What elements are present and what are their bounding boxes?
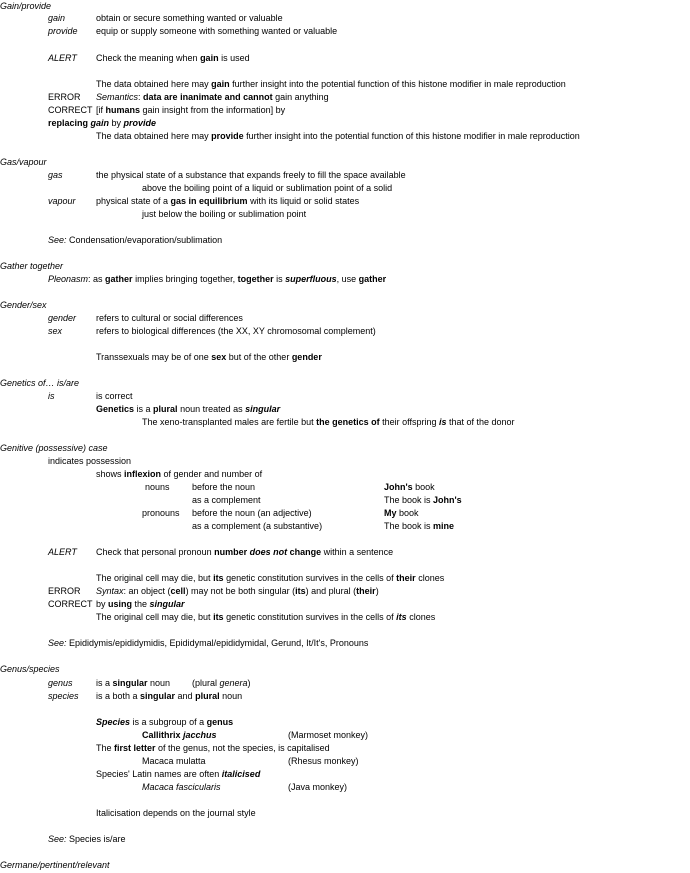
- text-run: further insight into the potential function of this histone modifier in male reproduction: [229, 79, 566, 89]
- text-line: [96, 769, 260, 780]
- text-run: noun: [147, 678, 171, 688]
- text-run: is: [273, 274, 286, 284]
- text-run: equip or supply someone with something wanted or valuable: [96, 26, 338, 36]
- text-line: [48, 638, 368, 649]
- text-run: ALERT: [48, 53, 77, 63]
- text-line: [96, 717, 233, 728]
- text-run: (Marmoset monkey): [288, 730, 369, 740]
- text-run: See:: [48, 834, 67, 844]
- text-run: vapour: [48, 196, 76, 206]
- text-line: [96, 612, 435, 623]
- text-line: [48, 834, 126, 845]
- text-run: refers to biological differences (the XX, XY chromosomal complement): [96, 326, 376, 336]
- text-run: provide: [123, 118, 157, 128]
- text-run: genera: [219, 678, 248, 688]
- text-run: :: [138, 92, 144, 102]
- text-run: genetic constitution survives in the cells of: [223, 612, 397, 622]
- text-run: gender: [48, 313, 77, 323]
- text-run: Gas/vapour: [0, 157, 47, 167]
- text-run: its: [295, 586, 306, 596]
- text-run: gas: [48, 170, 63, 180]
- text-run: is a subgroup of a: [130, 717, 207, 727]
- text-run: within a sentence: [321, 547, 394, 557]
- text-run: genetic constitution survives in the cells of: [223, 573, 397, 583]
- text-run: Genitive (possessive) case: [0, 443, 108, 453]
- text-line: [384, 521, 454, 532]
- text-run: CORRECT: [48, 599, 93, 609]
- text-run: Genus/species: [0, 664, 60, 674]
- entry-heading: [0, 664, 60, 675]
- text-run: provide: [211, 131, 244, 141]
- text-run: as a complement: [192, 495, 261, 505]
- text-line: [96, 547, 393, 558]
- text-run: as a complement (a substantive): [192, 521, 323, 531]
- text-run: refers to cultural or social differences: [96, 313, 243, 323]
- text-line: [48, 326, 62, 337]
- text-run: ALERT: [48, 547, 77, 557]
- text-line: [288, 756, 359, 767]
- text-run: superfluous: [285, 274, 337, 284]
- text-line: [142, 417, 515, 428]
- text-line: [192, 482, 255, 493]
- text-run: genus: [206, 717, 234, 727]
- text-run: ) may not be both singular (: [185, 586, 296, 596]
- text-run: by: [109, 118, 124, 128]
- text-run: sex: [48, 326, 63, 336]
- text-run: is used: [218, 53, 250, 63]
- text-run: indicates possession: [48, 456, 132, 466]
- text-line: [96, 678, 170, 689]
- text-run: Italicisation depends on the journal style: [96, 808, 256, 818]
- text-run: CORRECT: [48, 105, 93, 115]
- text-run: Condensation/evaporation/sublimation: [66, 235, 223, 245]
- text-run: Genetics: [96, 404, 135, 414]
- text-run: implies bringing together,: [132, 274, 238, 284]
- text-run: Check the meaning when: [96, 53, 201, 63]
- text-run: species: [48, 691, 79, 701]
- text-run: noun treated as: [177, 404, 246, 414]
- entry-heading: [0, 378, 79, 389]
- text-run: with its liquid or solid states: [247, 196, 360, 206]
- text-line: [48, 274, 386, 285]
- text-run: plural: [195, 691, 220, 701]
- text-line: [384, 508, 419, 519]
- text-line: [96, 79, 566, 90]
- text-line: [96, 469, 262, 480]
- text-run: humans: [105, 105, 141, 115]
- text-run: gather: [105, 274, 133, 284]
- text-run: Macaca mulatta: [142, 756, 206, 766]
- text-line: [48, 547, 77, 558]
- text-line: [48, 586, 81, 597]
- text-line: [96, 26, 337, 37]
- text-run: [if: [96, 105, 106, 115]
- text-run: singular: [245, 404, 281, 414]
- entry-heading: [0, 300, 47, 311]
- text-line: [96, 391, 133, 402]
- text-line: [48, 235, 222, 246]
- text-run: jacchus: [183, 730, 217, 740]
- text-line: [142, 730, 217, 741]
- text-run: further insight into the potential function of this histone modifier in male reproduction: [243, 131, 580, 141]
- text-run: genus: [48, 678, 73, 688]
- text-run: See:: [48, 235, 67, 245]
- text-run: noun: [219, 691, 243, 701]
- text-run: book: [396, 508, 419, 518]
- text-run: mine: [433, 521, 455, 531]
- text-line: [96, 131, 580, 142]
- entry-heading: [0, 860, 110, 871]
- text-line: [96, 691, 242, 702]
- text-run: Species' Latin names are often: [96, 769, 222, 779]
- text-run: the: [132, 599, 150, 609]
- text-line: [384, 495, 462, 506]
- text-run: of the genus, not the species, is capitalised: [155, 743, 330, 753]
- text-line: [96, 352, 322, 363]
- text-run: book: [412, 482, 435, 492]
- text-run: just below the boiling or sublimation point: [142, 209, 307, 219]
- text-run: singular: [140, 691, 176, 701]
- text-run: is: [438, 417, 447, 427]
- text-line: [384, 482, 435, 493]
- text-run: Pleonasm: [48, 274, 89, 284]
- text-run: sex: [211, 352, 227, 362]
- text-run: plural: [153, 404, 178, 414]
- text-line: [48, 92, 81, 103]
- text-run: italicised: [221, 769, 261, 779]
- text-run: gain: [90, 118, 110, 128]
- text-run: nouns: [145, 482, 170, 492]
- text-run: but of the other: [226, 352, 292, 362]
- text-line: [192, 678, 251, 689]
- text-line: [48, 118, 156, 129]
- text-line: [96, 586, 379, 597]
- text-run: , use: [336, 274, 359, 284]
- text-line: [288, 782, 347, 793]
- text-run: singular: [112, 678, 148, 688]
- text-run: The original cell may die, but: [96, 573, 214, 583]
- text-line: [142, 508, 180, 519]
- text-line: [142, 756, 206, 767]
- text-run: The xeno-transplanted males are fertile but: [142, 417, 317, 427]
- text-run: of gender and number of: [161, 469, 263, 479]
- text-line: [48, 391, 55, 402]
- text-run: inflexion: [124, 469, 162, 479]
- text-run: its: [396, 612, 407, 622]
- text-run: does not: [249, 547, 288, 557]
- text-run: Callithrix: [142, 730, 184, 740]
- text-run: gain: [48, 13, 66, 23]
- text-run: The data obtained here may: [96, 131, 212, 141]
- text-run: The book is: [384, 521, 434, 531]
- entry-heading: [0, 157, 47, 168]
- text-line: [48, 170, 63, 181]
- text-line: [48, 53, 77, 64]
- text-run: gain: [200, 53, 219, 63]
- text-line: [48, 196, 76, 207]
- text-run: Gender/sex: [0, 300, 47, 310]
- text-run: See:: [48, 638, 67, 648]
- text-run: provide: [48, 26, 78, 36]
- text-run: pronouns: [142, 508, 180, 518]
- text-run: Species: [96, 717, 131, 727]
- text-run: before the noun: [192, 482, 256, 492]
- text-run: by: [96, 599, 109, 609]
- text-run: ERROR: [48, 92, 81, 102]
- text-run: Semantics: [96, 92, 139, 102]
- text-run: their: [396, 573, 416, 583]
- text-line: [96, 105, 285, 116]
- text-run: is correct: [96, 391, 133, 401]
- text-run: ) and plural (: [305, 586, 357, 596]
- text-line: [142, 183, 392, 194]
- text-run: and: [175, 691, 196, 701]
- text-line: [96, 53, 250, 64]
- text-run: their: [356, 586, 376, 596]
- text-line: [96, 599, 185, 610]
- text-run: The book is: [384, 495, 434, 505]
- text-run: the physical state of a substance that expands freely to fill the space available: [96, 170, 406, 180]
- text-run: replacing: [48, 118, 91, 128]
- entry-heading: [0, 1, 51, 12]
- text-line: [192, 495, 261, 506]
- text-run: Gather together: [0, 261, 64, 271]
- text-line: [288, 730, 368, 741]
- text-run: The original cell may die, but: [96, 612, 214, 622]
- text-run: : as: [88, 274, 106, 284]
- text-run: clones: [415, 573, 445, 583]
- text-run: John's: [433, 495, 462, 505]
- text-line: [142, 209, 306, 220]
- text-run: Epididymis/epididymidis, Epididymal/epididymidal, Gerund, It/It's, Pronouns: [66, 638, 369, 648]
- text-line: [48, 599, 93, 610]
- text-run: its: [213, 612, 224, 622]
- text-run: using: [108, 599, 133, 609]
- text-run: clones: [406, 612, 436, 622]
- text-run: is: [48, 391, 55, 401]
- text-line: [48, 456, 131, 467]
- text-run: ): [247, 678, 251, 688]
- text-run: Gain/provide: [0, 1, 52, 11]
- text-run: their offspring: [379, 417, 439, 427]
- text-run: the genetics of: [316, 417, 380, 427]
- text-run: gender: [291, 352, 322, 362]
- text-run: (plural: [192, 678, 220, 688]
- text-run: number: [214, 547, 248, 557]
- text-run: together: [237, 274, 274, 284]
- text-run: physical state of a: [96, 196, 171, 206]
- text-run: its: [213, 573, 224, 583]
- text-run: is a both a: [96, 691, 141, 701]
- text-run: (Java monkey): [288, 782, 348, 792]
- text-line: [192, 521, 322, 532]
- text-line: [192, 508, 312, 519]
- text-run: Transsexuals may be of one: [96, 352, 212, 362]
- text-line: [48, 691, 79, 702]
- text-run: : an object (: [123, 586, 171, 596]
- text-run: My: [384, 508, 397, 518]
- text-line: [48, 13, 65, 24]
- text-line: [48, 313, 76, 324]
- text-line: [96, 808, 256, 819]
- text-line: [96, 196, 359, 207]
- text-run: Syntax: [96, 586, 124, 596]
- text-line: [96, 92, 329, 103]
- text-run: gas in equilibrium: [170, 196, 248, 206]
- text-run: is a: [96, 678, 113, 688]
- text-line: [142, 782, 221, 793]
- text-line: [96, 170, 406, 181]
- text-line: [96, 313, 243, 324]
- text-run: Macaca fascicularis: [142, 782, 221, 792]
- text-run: gather: [358, 274, 387, 284]
- text-run: change: [289, 547, 322, 557]
- text-run: The: [96, 743, 115, 753]
- text-line: [96, 326, 376, 337]
- text-run: singular: [149, 599, 185, 609]
- text-run: ERROR: [48, 586, 81, 596]
- text-run: data are inanimate and cannot: [143, 92, 273, 102]
- text-run: (Rhesus monkey): [288, 756, 359, 766]
- text-run: Germane/pertinent/relevant: [0, 860, 110, 870]
- text-line: [48, 26, 78, 37]
- text-run: shows: [96, 469, 125, 479]
- text-run: ): [375, 586, 379, 596]
- text-line: [96, 743, 330, 754]
- text-run: Genetics of… is/are: [0, 378, 80, 388]
- text-run: that of the donor: [446, 417, 515, 427]
- text-line: [145, 482, 170, 493]
- text-run: John's: [384, 482, 413, 492]
- entry-heading: [0, 443, 108, 454]
- text-run: The data obtained here may: [96, 79, 212, 89]
- text-run: obtain or secure something wanted or valuable: [96, 13, 283, 23]
- text-run: first letter: [114, 743, 156, 753]
- text-run: is a: [134, 404, 154, 414]
- text-line: [96, 13, 283, 24]
- text-run: Check that personal pronoun: [96, 547, 215, 557]
- text-run: cell: [170, 586, 186, 596]
- text-run: gain: [211, 79, 230, 89]
- text-run: before the noun (an adjective): [192, 508, 312, 518]
- text-line: [96, 573, 444, 584]
- text-run: gain insight from the information] by: [140, 105, 286, 115]
- text-line: [96, 404, 280, 415]
- text-run: gain anything: [272, 92, 329, 102]
- text-line: [48, 105, 93, 116]
- text-run: Species is/are: [66, 834, 126, 844]
- text-run: above the boiling point of a liquid or sublimation point of a solid: [142, 183, 393, 193]
- text-line: [48, 678, 73, 689]
- entry-heading: [0, 261, 63, 272]
